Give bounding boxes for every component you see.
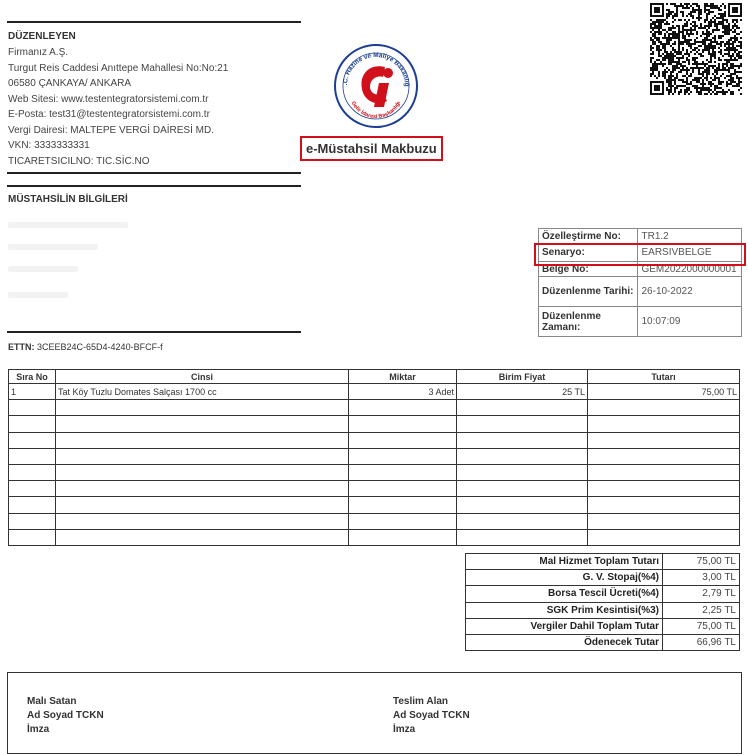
total-value: 2,25 TL (663, 602, 740, 618)
cell-empty (9, 481, 56, 497)
total-value: 3,00 TL (663, 570, 740, 586)
meta-label: Özelleştirme No: (539, 229, 638, 244)
ettn (8, 342, 163, 352)
cell-empty (349, 497, 457, 513)
ettn-label: ETTN: (8, 342, 35, 352)
meta-value: GEM2022000000001 (638, 262, 742, 277)
cell-empty (349, 448, 457, 464)
cell-empty (56, 497, 349, 513)
ettn-top-rule (7, 331, 301, 333)
issuer-website: Web Sitesi: www.testentegratorsistemi.com.tr (8, 93, 209, 105)
cell-empty (349, 400, 457, 416)
cell-empty (56, 448, 349, 464)
header-amount: Tutarı (588, 370, 740, 384)
items-table (8, 369, 740, 546)
meta-value: 10:07:09 (638, 307, 742, 337)
cell-empty (457, 400, 588, 416)
table-row-empty (9, 432, 740, 448)
totals-row (466, 634, 740, 650)
table-row-empty (9, 513, 740, 529)
svg-text:Gelir İdaresi Başkanlığı: Gelir İdaresi Başkanlığı (349, 100, 403, 121)
cell-empty (457, 416, 588, 432)
total-label: SGK Prim Kesintisi(%3) (466, 602, 663, 618)
issuer-bottom-rule (7, 172, 301, 174)
total-label: Mal Hizmet Toplam Tutarı (466, 554, 663, 570)
svg-text:T.C. Hazine ve Maliye Bakanlığ: .C. Hazine ve Maliye Bakanlığ (342, 52, 411, 87)
seller-signature (27, 695, 104, 737)
totals-row (466, 586, 740, 602)
scenario-highlight (534, 243, 746, 266)
cell-empty (56, 529, 349, 545)
cell-empty (56, 400, 349, 416)
cell-empty (9, 432, 56, 448)
issuer-trade-registry: TICARETSICILNO: TIC.SİC.NO (8, 155, 150, 167)
table-row-empty (9, 464, 740, 480)
totals-table (465, 553, 740, 651)
qr-code-icon (650, 3, 742, 95)
meta-label: Düzenlenme Zamanı: (539, 307, 638, 337)
table-row-empty (9, 416, 740, 432)
cell-empty (588, 513, 740, 529)
cell-empty (588, 497, 740, 513)
seller-blurred-line (8, 266, 78, 272)
cell-empty (56, 464, 349, 480)
issuer-tax-office: Vergi Dairesi: MALTEPE VERGİ DAİRESİ MD. (8, 124, 214, 136)
table-row-empty (9, 529, 740, 545)
header-sequence: Sıra No (9, 370, 56, 384)
cell-empty (349, 416, 457, 432)
meta-row-customization (539, 229, 742, 244)
cell-empty (457, 513, 588, 529)
items-header-row (9, 370, 740, 384)
total-value: 75,00 TL (663, 618, 740, 634)
issuer-section-title: DÜZENLEYEN (8, 31, 76, 42)
seller-blurred-line (8, 244, 98, 250)
signature-label: Teslim Alan (393, 696, 449, 707)
total-value: 75,00 TL (663, 554, 740, 570)
signature-label: İmza (27, 724, 50, 735)
total-value: 66,96 TL (663, 634, 740, 650)
table-row-empty (9, 481, 740, 497)
cell-empty (349, 481, 457, 497)
cell-empty (349, 464, 457, 480)
cell-empty (9, 464, 56, 480)
gib-seal-icon (333, 43, 419, 129)
issuer-email: E-Posta: test31@testentegratorsistemi.com.tr (8, 109, 210, 120)
signature-box (7, 672, 742, 754)
cell-empty (349, 432, 457, 448)
issuer-address-line: Turgut Reis Caddesi Anıttepe Mahallesi No:No:21 (8, 62, 229, 74)
cell-empty (588, 481, 740, 497)
cell-empty (56, 481, 349, 497)
cell-empty (457, 497, 588, 513)
cell-empty (457, 464, 588, 480)
cell-empty (588, 464, 740, 480)
qr-code (650, 3, 742, 95)
total-value: 2,79 TL (663, 586, 740, 602)
meta-value: TR1.2 (638, 229, 742, 244)
seller-blurred-line (8, 222, 128, 228)
signature-label: İmza (393, 724, 416, 735)
cell-quantity: 3 Adet (349, 384, 457, 400)
cell-empty (588, 432, 740, 448)
cell-empty (457, 529, 588, 545)
cell-description: Tat Köy Tuzlu Domates Salçası 1700 cc (56, 384, 349, 400)
totals-row (466, 554, 740, 570)
cell-empty (588, 529, 740, 545)
totals-row (466, 570, 740, 586)
cell-empty (9, 497, 56, 513)
total-label: Ödenecek Tutar (466, 634, 663, 650)
meta-label: Senaryo: (539, 244, 638, 262)
cell-empty (56, 432, 349, 448)
table-row-empty (9, 448, 740, 464)
signature-label: Ad Soyad TCKN (27, 710, 104, 721)
seller-blurred-line (8, 292, 68, 298)
receiver-signature (393, 695, 470, 737)
header-quantity: Miktar (349, 370, 457, 384)
cell-empty (588, 448, 740, 464)
cell-empty (9, 513, 56, 529)
cell-empty (588, 400, 740, 416)
issuer-top-rule (7, 21, 301, 23)
document-title: e-Müstahsil Makbuzu (300, 136, 443, 161)
issuer-city-line: 06580 ÇANKAYA/ ANKARA (8, 78, 132, 89)
cell-amount: 75,00 TL (588, 384, 740, 400)
cell-empty (457, 432, 588, 448)
table-row-empty (9, 497, 740, 513)
meta-row-issue-date (539, 277, 742, 307)
meta-label: Belge No: (539, 262, 638, 277)
totals-row (466, 618, 740, 634)
cell-empty (9, 448, 56, 464)
cell-empty (349, 529, 457, 545)
total-label: Borsa Tescil Ücreti(%4) (466, 586, 663, 602)
total-label: Vergiler Dahil Toplam Tutar (466, 618, 663, 634)
cell-empty (9, 529, 56, 545)
cell-unit-price: 25 TL (457, 384, 588, 400)
cell-empty (588, 416, 740, 432)
cell-empty (457, 448, 588, 464)
total-label: G. V. Stopaj(%4) (466, 570, 663, 586)
signature-label: Malı Satan (27, 696, 77, 707)
issuer-company-name: Firmanız A.Ş. (8, 47, 69, 58)
cell-empty (9, 400, 56, 416)
empty-rows (9, 400, 740, 546)
ettn-value: 3CEEB24C-65D4-4240-BFCF-f (37, 342, 163, 352)
meta-value: EARSIVBELGE (638, 244, 742, 262)
table-row (9, 384, 740, 400)
cell-empty (56, 416, 349, 432)
meta-row-issue-time (539, 307, 742, 337)
cell-empty (9, 416, 56, 432)
cell-sequence: 1 (9, 384, 56, 400)
cell-empty (56, 513, 349, 529)
issuer-bottom-rule-2 (7, 185, 301, 187)
meta-value: 26-10-2022 (638, 277, 742, 307)
issuer-vkn: VKN: 3333333331 (8, 140, 90, 151)
meta-label: Düzenlenme Tarihi: (539, 277, 638, 307)
cell-empty (457, 481, 588, 497)
table-row-empty (9, 400, 740, 416)
header-description: Cinsi (56, 370, 349, 384)
issuer-details (8, 45, 228, 169)
header-unit-price: Birim Fiyat (457, 370, 588, 384)
gib-logo (333, 43, 419, 129)
cell-empty (349, 513, 457, 529)
signature-label: Ad Soyad TCKN (393, 710, 470, 721)
totals-row (466, 602, 740, 618)
seller-section-title: MÜSTAHSİLİN BİLGİLERİ (8, 194, 128, 205)
